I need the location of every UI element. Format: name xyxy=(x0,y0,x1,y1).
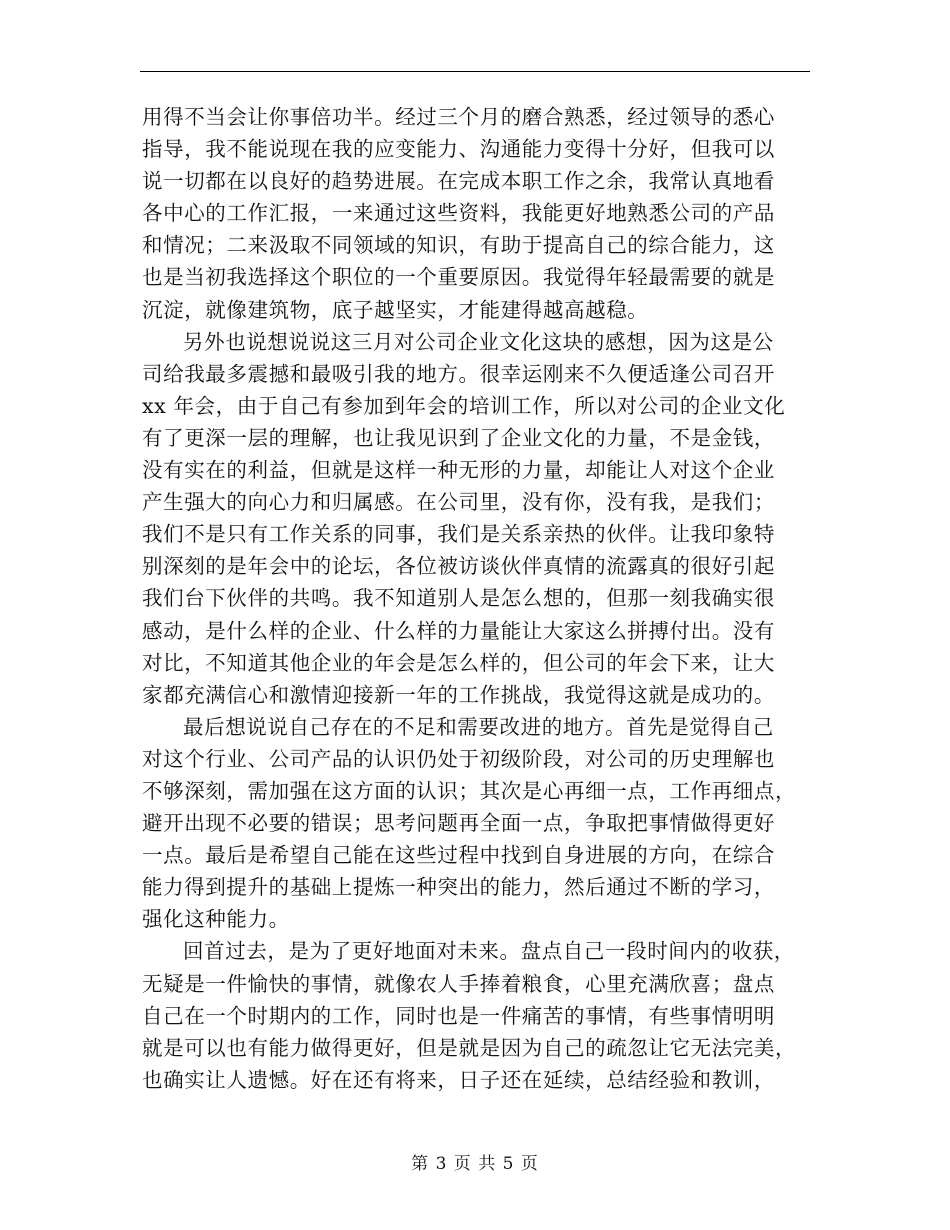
text-line: 有了更深一层的理解，也让我见识到了企业文化的力量，不是金钱， xyxy=(142,425,775,450)
text-line: 说一切都在以良好的趋势进展。在完成本职工作之余，我常认真地看 xyxy=(142,169,775,194)
text-line: 和情况；二来汲取不同领域的知识，有助于提高自己的综合能力，这 xyxy=(142,233,775,258)
text-line: 不够深刻，需加强在这方面的认识；其次是心再细一点，工作再细点， xyxy=(142,778,797,803)
text-line: 沉淀，就像建筑物，底子越坚实，才能建得越高越稳。 xyxy=(142,297,649,322)
text-line: 没有实在的利益，但就是这样一种无形的力量，却能让人对这个企业 xyxy=(142,458,775,483)
page-number: 第 3 页 共 5 页 xyxy=(411,1154,539,1174)
text-line: 产生强大的向心力和归属感。在公司里，没有你，没有我，是我们； xyxy=(142,490,775,515)
text-line: 各中心的工作汇报，一来通过这些资料，我能更好地熟悉公司的产品 xyxy=(142,201,775,226)
text-line: 也是当初我选择这个职位的一个重要原因。我觉得年轻最需要的就是 xyxy=(142,265,775,290)
text-line: 对比，不知道其他企业的年会是怎么样的，但公司的年会下来，让大 xyxy=(142,650,775,675)
text-line: 最后想说说自己存在的不足和需要改进的地方。首先是觉得自己 xyxy=(183,714,774,739)
text-line: 避开出现不必要的错误；思考问题再全面一点，争取把事情做得更好 xyxy=(142,811,775,836)
header-rule xyxy=(140,71,810,72)
text-line: 我们台下伙伴的共鸣。我不知道别人是怎么想的，但那一刻我确实很 xyxy=(142,586,775,611)
text-line: 用得不当会让你事倍功半。经过三个月的磨合熟悉，经过领导的悉心 xyxy=(142,105,775,129)
text-line: 自己在一个时期内的工作，同时也是一件痛苦的事情，有些事情明明 xyxy=(142,1003,775,1028)
text-line: 家都充满信心和激情迎接新一年的工作挑战，我觉得这就是成功的。 xyxy=(142,682,775,707)
text-line: 能力得到提升的基础上提炼一种突出的能力，然后通过不断的学习， xyxy=(142,875,775,900)
text-line: 也确实让人遗憾。好在还有将来，日子还在延续，总结经验和教训， xyxy=(142,1067,775,1092)
text-line: 强化这种能力。 xyxy=(142,907,290,932)
text-line: 司给我最多震撼和最吸引我的地方。很幸运刚来不久便适逢公司召开 xyxy=(142,361,775,386)
text-line: 一点。最后是希望自己能在这些过程中找到自身进展的方向，在综合 xyxy=(142,843,775,868)
text-line: 感动，是什么样的企业、什么样的力量能让大家这么拼搏付出。没有 xyxy=(142,618,775,643)
text-line: 别深刻的是年会中的论坛，各位被访谈伙伴真情的流露真的很好引起 xyxy=(142,554,775,579)
text-line: 另外也说想说说这三月对公司企业文化这块的感想，因为这是公 xyxy=(183,329,774,354)
text-line: xx 年会，由于自己有参加到年会的培训工作，所以对公司的企业文化 xyxy=(142,393,786,418)
document-body xyxy=(142,101,808,1096)
text-line: 指导，我不能说现在我的应变能力、沟通能力变得十分好，但我可以 xyxy=(142,137,775,162)
text-line: 就是可以也有能力做得更好，但是就是因为自己的疏忽让它无法完美， xyxy=(142,1035,797,1060)
text-line: 回首过去，是为了更好地面对未来。盘点自己一段时间内的收获， xyxy=(183,939,795,964)
text-line: 对这个行业、公司产品的认识仍处于初级阶段，对公司的历史理解也 xyxy=(142,746,775,771)
text-line: 无疑是一件愉快的事情，就像农人手捧着粮食，心里充满欣喜；盘点 xyxy=(142,971,775,996)
text-line: 我们不是只有工作关系的同事，我们是关系亲热的伙伴。让我印象特 xyxy=(142,522,775,547)
